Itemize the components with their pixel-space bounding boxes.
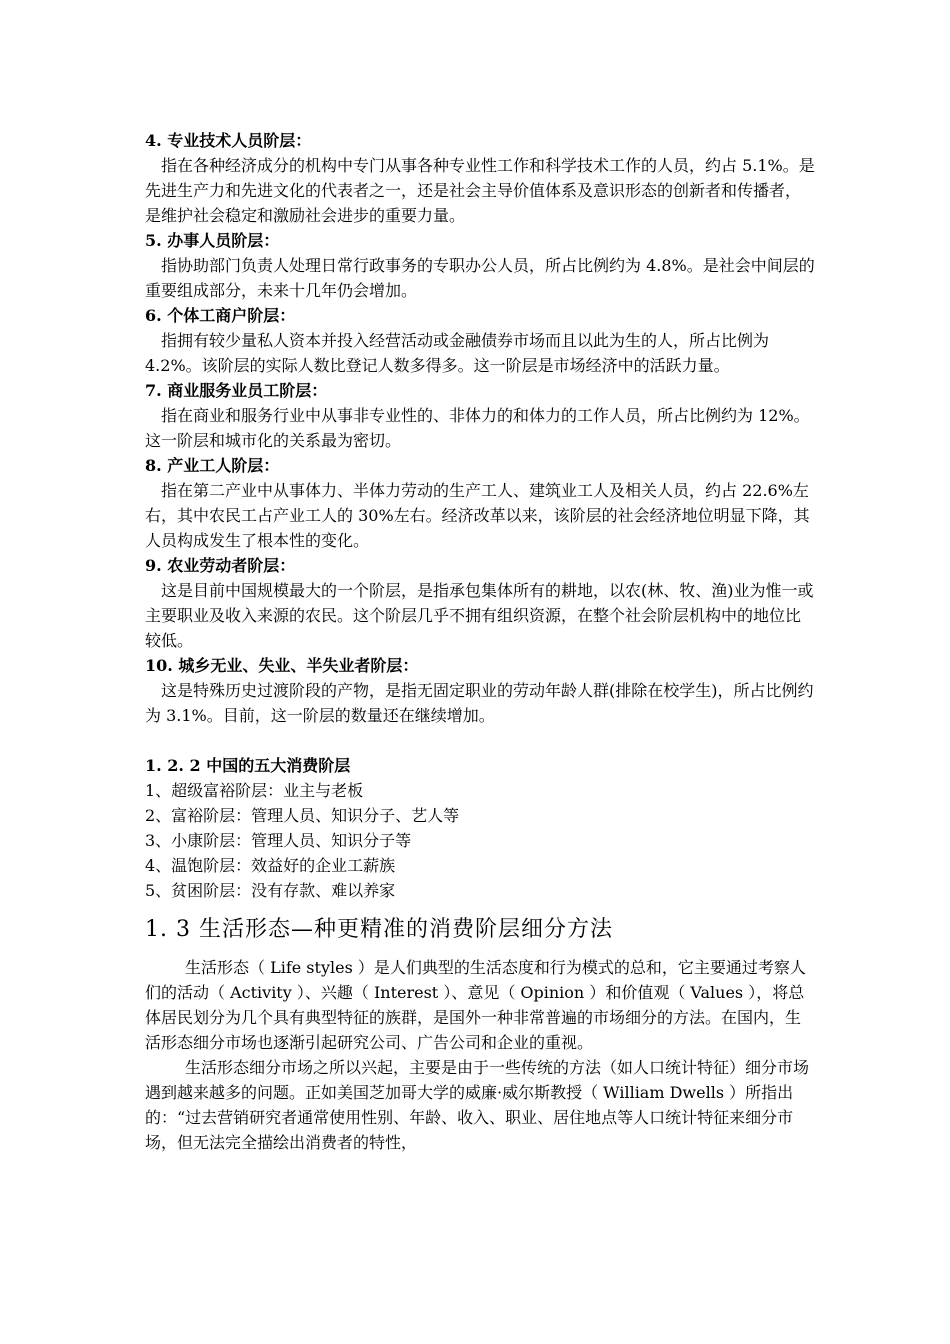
list-item: 2、富裕阶层：管理人员、知识分子、艺人等 [145,806,460,825]
document-content [145,128,815,1155]
section-6 [145,303,815,378]
section-title: 8. 产业工人阶层： [145,456,280,475]
section-8 [145,453,815,553]
section-body: 指在各种经济成分的机构中专门从事各种专业性工作和科学技术工作的人员，约占 5.1%。是先进生产力和先进文化的代表者之一，还是社会主导价值体系及意识形态的创新者和传播者，是维护社会稳定和激励社会进步的重要力量。 [145,156,815,225]
section-body: 这是特殊历史过渡阶段的产物，是指无固定职业的劳动年龄人群(排除在校学生)，所占比例约为 3.1%。目前，这一阶层的数量还在继续增加。 [145,681,814,725]
section-10 [145,653,815,728]
five-classes-section [145,753,815,903]
section-title: 5. 办事人员阶层： [145,231,280,250]
lifestyle-paragraph-1: 生活形态（ Life styles ）是人们典型的生活态度和行为模式的总和，它主要通过考察人们的活动（ Activity ）、兴趣（ Interest ）、意见（ Opinion ）和价值观（ Values ），将总体居民划分为几个具有典型特征的族群，是国外一种非常普遍的市场细分的方法。在国内，生活形态细分市场也逐渐引起研究公司、广告公司和企业的重视。 [145,958,806,1052]
section-title: 7. 商业服务业员工阶层： [145,381,328,400]
section-body: 指协助部门负责人处理日常行政事务的专职办公人员，所占比例约为 4.8%。是社会中间层的重要组成部分，未来十几年仍会增加。 [145,256,815,300]
lifestyle-heading: 1. 3 生活形态—种更精准的消费阶层细分方法 [145,917,613,942]
spacer [145,728,815,753]
section-body: 指在第二产业中从事体力、半体力劳动的生产工人、建筑业工人及相关人员，约占 22.6%左右，其中农民工占产业工人的 30%左右。经济改革以来，该阶层的社会经济地位明显下降，其人员构成发生了根本性的变化。 [145,481,810,550]
list-item: 4、温饱阶层：效益好的企业工薪族 [145,856,396,875]
list-item: 1、超级富裕阶层：业主与老板 [145,781,364,800]
section-body: 这是目前中国规模最大的一个阶层，是指承包集体所有的耕地，以农(林、牧、渔)业为惟一或主要职业及收入来源的农民。这个阶层几乎不拥有组织资源，在整个社会阶层机构中的地位比较低。 [145,581,814,650]
section-9 [145,553,815,653]
section-7 [145,378,815,453]
list-item: 5、贫困阶层：没有存款、难以养家 [145,881,396,900]
section-title: 10. 城乡无业、失业、半失业者阶层： [145,656,419,675]
section-5 [145,228,815,303]
section-body: 指在商业和服务行业中从事非专业性的、非体力的和体力的工作人员，所占比例约为 12%。这一阶层和城市化的关系最为密切。 [145,406,810,450]
section-body: 指拥有较少量私人资本并投入经营活动或金融债券市场而且以此为生的人，所占比例为 4.2%。该阶层的实际人数比登记人数多得多。这一阶层是市场经济中的活跃力量。 [145,331,770,375]
five-classes-title: 1. 2. 2 中国的五大消费阶层 [145,756,351,775]
lifestyle-paragraph-2: 生活形态细分市场之所以兴起，主要是由于一些传统的方法（如人口统计特征）细分市场遇到越来越多的问题。正如美国芝加哥大学的威廉·威尔斯教授（ William Dwells ）所指出的：“过去营销研究者通常使用性别、年龄、收入、职业、居住地点等人口统计特征来细分市场，但无法完全描绘出消费者的特性， [145,1058,810,1152]
section-title: 6. 个体工商户阶层： [145,306,296,325]
section-title: 4. 专业技术人员阶层： [145,131,312,150]
lifestyle-section [145,913,815,1155]
section-title: 9. 农业劳动者阶层： [145,556,296,575]
section-4 [145,128,815,228]
list-item: 3、小康阶层：管理人员、知识分子等 [145,831,412,850]
